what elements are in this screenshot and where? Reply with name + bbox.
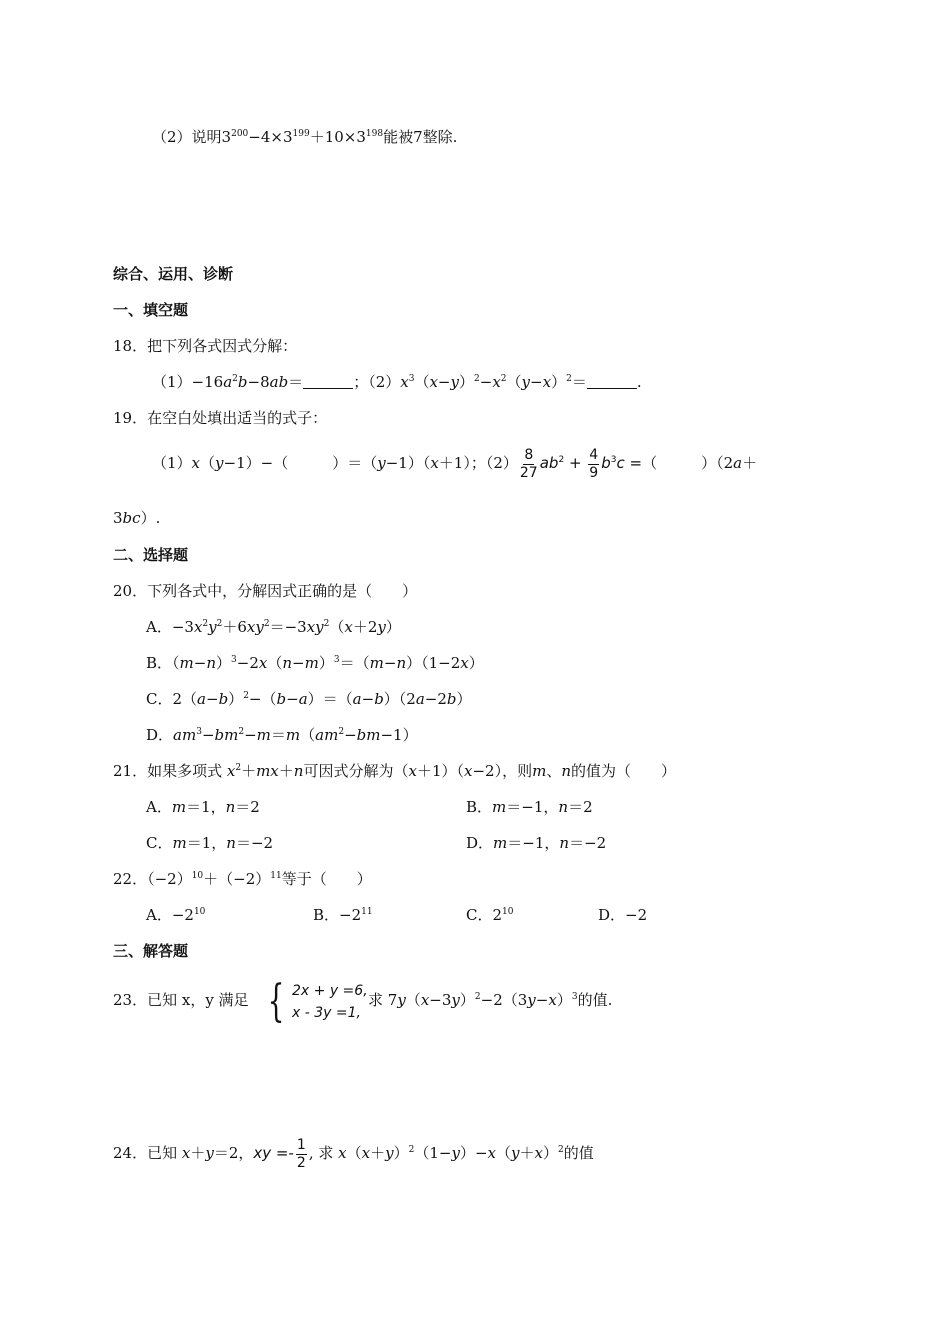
q19-fraction-4-9: $\frac{4}{9}$ [589, 446, 599, 481]
q19-continuation: 3bc）. [113, 509, 161, 527]
q21-stem: 21．如果多项式 $x^2+mx+n$可因式分解为（x＋1）（x−2），则m、n的值为（ ） [113, 762, 677, 780]
q19-parts: （1）x（y−1）−（ ）＝（y−1）（x＋1）；（2） $\frac{8}{27}$ $ab^2$ + $\frac{4}{9}$ $b^3c$ =（ ）（2a＋ [152, 446, 758, 481]
part1-heading: 一、填空题 [113, 301, 189, 319]
q21-option-a: A．m＝1，n＝2 [146, 798, 260, 816]
q20-option-d: D．$am^3-bm^2-m=m(am^2-bm-1)$ [146, 726, 418, 744]
q17-expression: $3^{200}-4\times 3^{199}+10\times 3^{198}$ [221, 128, 384, 146]
q21-option-b: B．m＝−1，n＝2 [466, 798, 593, 816]
q23-equation-2: x - 3y =1, [292, 1005, 361, 1021]
q19-stem: 19．在空白处填出适当的式子： [113, 409, 328, 427]
q22-option-c: C．$2^{10}$ [466, 906, 514, 924]
part3-heading: 三、解答题 [113, 942, 189, 960]
q24-tail: , 求 $x(x+y)^2(1-y)-x(y+x)^2$的值 [308, 1144, 594, 1162]
q17-label: （2）说明 [152, 128, 222, 146]
q23-stem: 23．已知 x，y 满足 [113, 991, 249, 1009]
q23-equation-system [262, 976, 368, 1027]
q24-fraction-1-2: $\frac{1}{2}$ [296, 1136, 306, 1171]
q20-option-a: A．$-3x^2y^2+6xy^2=-3xy^2(x+2y)$ [146, 618, 401, 636]
q18-parts: $(1)-16a^2b-8ab=$ ；$(2)x^3(x-y)^2-x^2(y-x)^2=$ . [152, 373, 642, 391]
q17-tail: 能被7整除. [383, 128, 458, 146]
q24 [113, 1133, 594, 1173]
q19-fraction-8-27: $\frac{8}{27}$ [519, 446, 538, 481]
q17-part2 [152, 127, 457, 147]
q22-stem: 22．$(-2)^{10}+(-2)^{11}$等于（ ） [113, 870, 372, 888]
q22-option-b: B．$-2^{11}$ [313, 906, 373, 924]
q24-xy: xy =- [253, 1144, 294, 1162]
q20-option-b: B．$(m-n)^3-2x(n-m)^3=(m-n)(1-2x)$ [146, 654, 484, 672]
q22-option-d: D．−2 [598, 906, 648, 924]
q24-stem: 24．已知 x＋y＝2， [113, 1144, 254, 1162]
q22-option-a: A．$-2^{10}$ [146, 906, 206, 924]
part2-heading: 二、选择题 [113, 546, 189, 564]
q21-option-c: C．m＝1，n＝−2 [146, 834, 274, 852]
q18-blank-2[interactable] [587, 374, 637, 389]
q23-equation-1: 2x + y =6, [292, 983, 368, 999]
q18-blank-1[interactable] [303, 374, 353, 389]
q20-option-c: C．$2(a-b)^2-(b-a)=(a-b)(2a-2b)$ [146, 690, 472, 708]
q18-stem: 18．把下列各式因式分解： [113, 337, 298, 355]
brace-icon: { [267, 976, 285, 1027]
section-title: 综合、运用、诊断 [113, 265, 234, 283]
q20-stem: 20．下列各式中，分解因式正确的是（ ） [113, 582, 418, 600]
q23-tail: 求 $7y(x-3y)^2-2(3y-x)^3$的值. [368, 991, 613, 1009]
q21-option-d: D．m＝−1，n＝−2 [466, 834, 607, 852]
